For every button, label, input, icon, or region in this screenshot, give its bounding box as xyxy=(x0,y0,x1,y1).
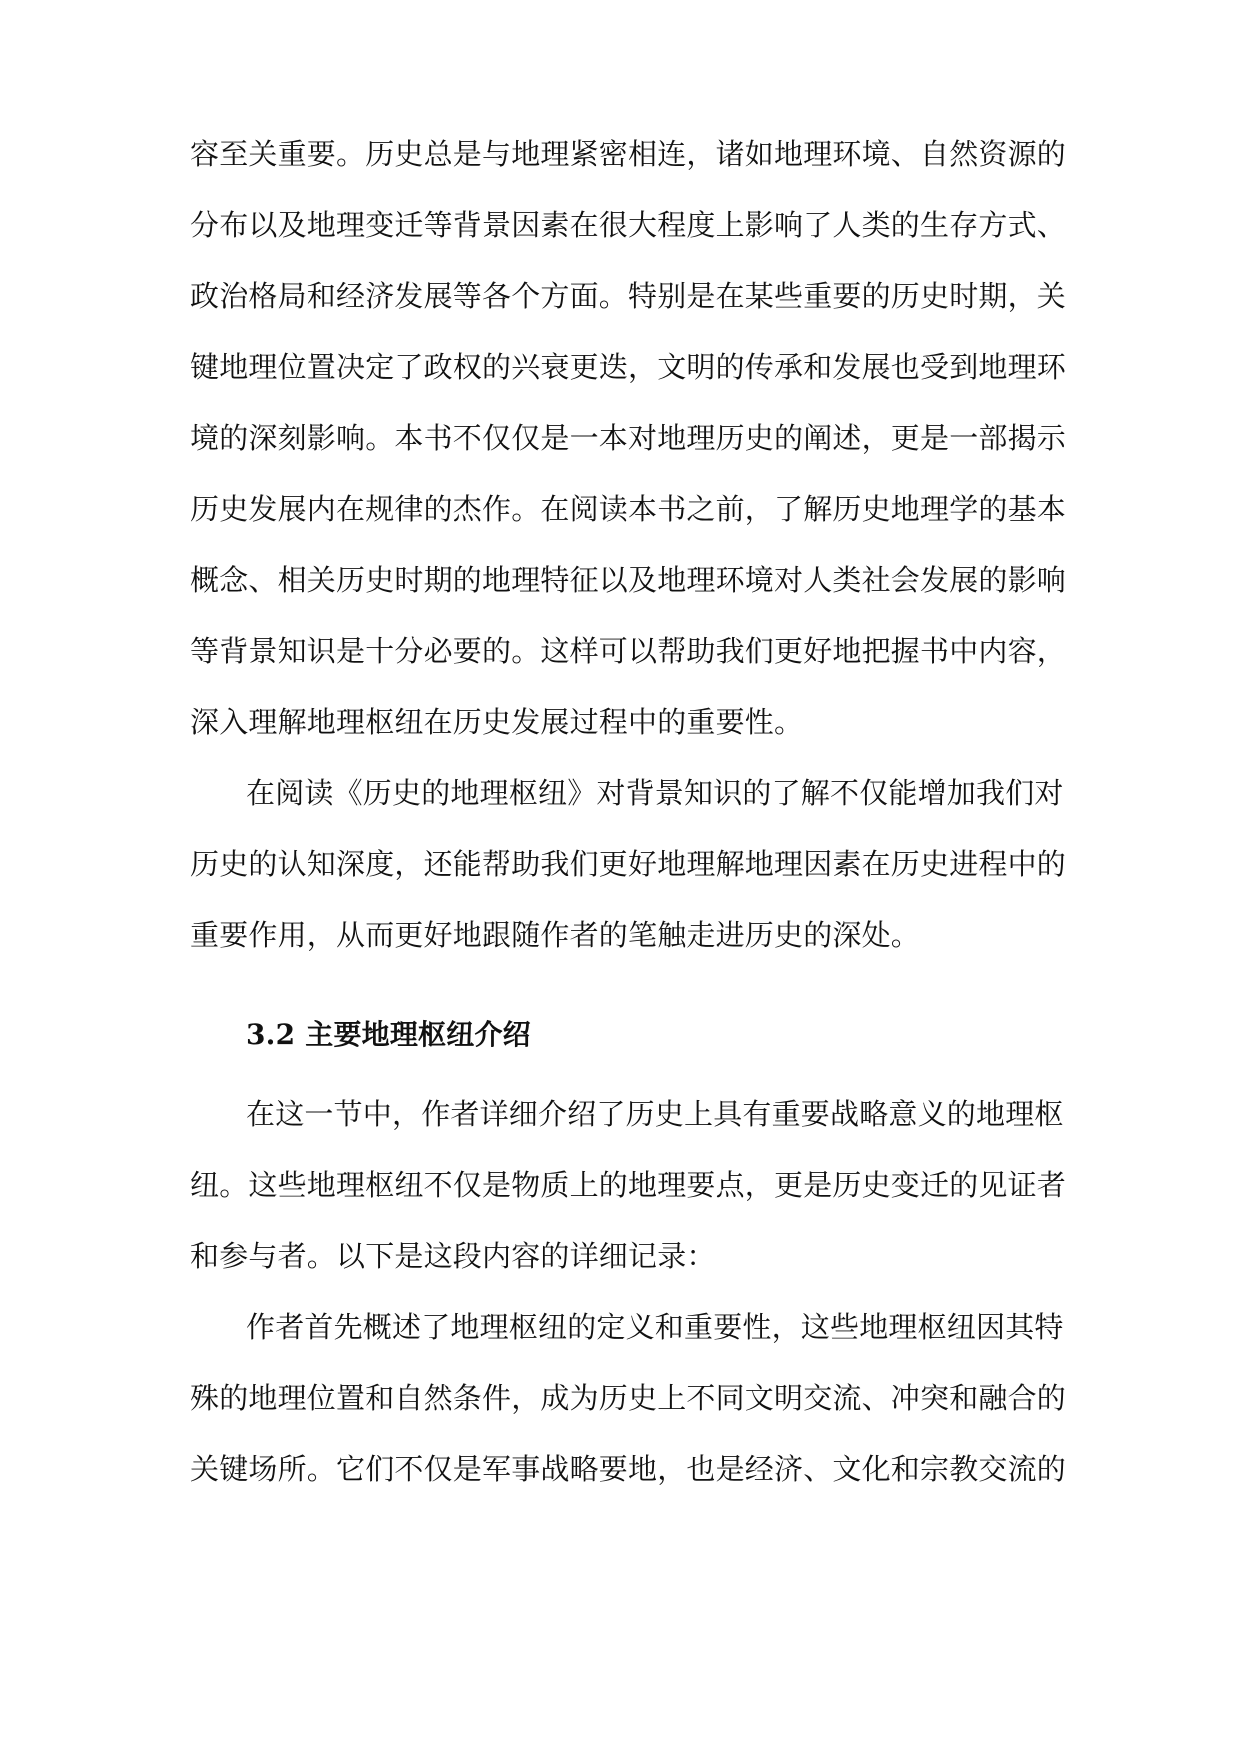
text-line: 和参与者。以下是这段内容的详细记录： xyxy=(190,1239,716,1273)
text-line: 在阅读《历史的地理枢纽》对背景知识的了解不仅能增加我们对 xyxy=(246,776,1064,810)
text-line: 历史的认知深度，还能帮助我们更好地理解地理因素在历史进程中的 xyxy=(190,847,1067,881)
text-line: 殊的地理位置和自然条件，成为历史上不同文明交流、冲突和融合的 xyxy=(190,1381,1067,1415)
text-line: 纽。这些地理枢纽不仅是物质上的地理要点，更是历史变迁的见证者 xyxy=(190,1168,1067,1202)
text-line: 政治格局和经济发展等各个方面。特别是在某些重要的历史时期，关 xyxy=(190,279,1067,313)
text-line: 境的深刻影响。本书不仅仅是一本对地理历史的阐述，更是一部揭示 xyxy=(190,421,1067,455)
text-line: 键地理位置决定了政权的兴衰更迭，文明的传承和发展也受到地理环 xyxy=(190,350,1067,384)
text-line: 关键场所。它们不仅是军事战略要地，也是经济、文化和宗教交流的 xyxy=(190,1452,1067,1486)
text-line: 作者首先概述了地理枢纽的定义和重要性，这些地理枢纽因其特 xyxy=(246,1310,1064,1344)
text-line: 容至关重要。历史总是与地理紧密相连，诸如地理环境、自然资源的 xyxy=(190,137,1067,171)
text-line: 等背景知识是十分必要的。这样可以帮助我们更好地把握书中内容， xyxy=(190,634,1067,668)
text-line: 分布以及地理变迁等背景因素在很大程度上影响了人类的生存方式、 xyxy=(190,208,1067,242)
text-line: 概念、相关历史时期的地理特征以及地理环境对人类社会发展的影响 xyxy=(190,563,1067,597)
section-heading: 3.2 主要地理枢纽介绍 xyxy=(246,1018,531,1051)
text-line: 历史发展内在规律的杰作。在阅读本书之前，了解历史地理学的基本 xyxy=(190,492,1067,526)
text-line: 深入理解地理枢纽在历史发展过程中的重要性。 xyxy=(190,705,804,739)
text-line: 重要作用，从而更好地跟随作者的笔触走进历史的深处。 xyxy=(190,918,921,952)
text-line: 在这一节中，作者详细介绍了历史上具有重要战略意义的地理枢 xyxy=(246,1097,1064,1131)
